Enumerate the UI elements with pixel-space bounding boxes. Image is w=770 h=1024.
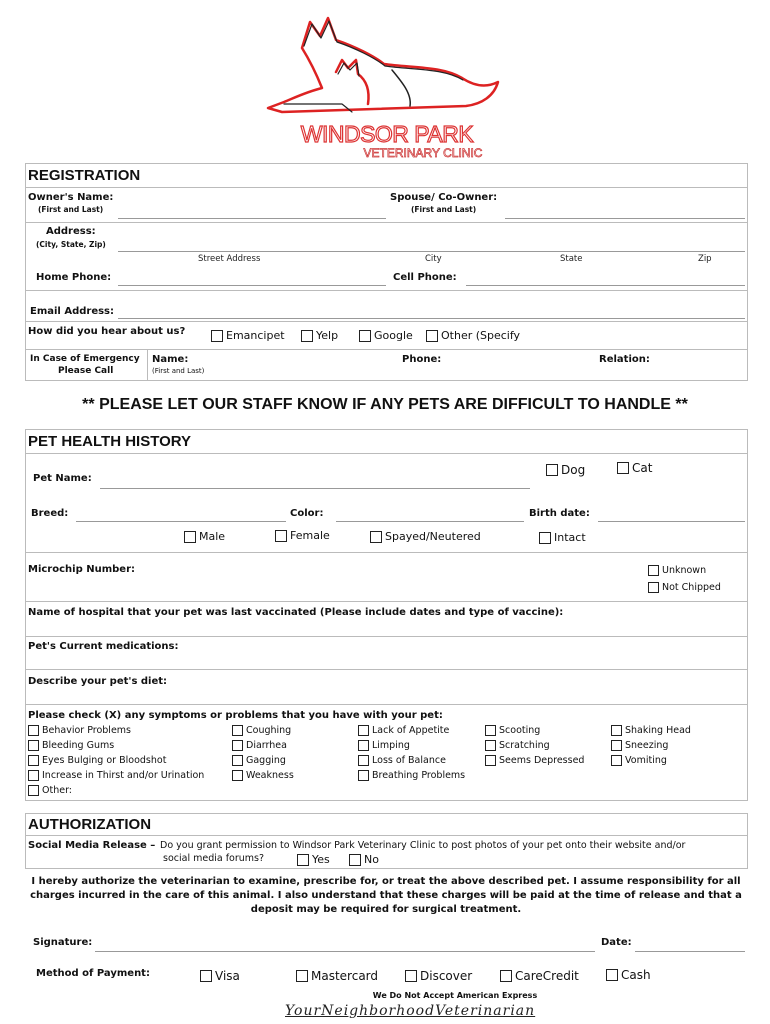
pet-name-field[interactable] <box>100 488 530 489</box>
checkbox[interactable] <box>611 740 622 751</box>
hear-option-other[interactable]: Other (Specify <box>426 329 520 342</box>
payment-mastercard[interactable]: Mastercard <box>296 969 378 983</box>
spouse-field[interactable] <box>505 218 745 219</box>
checkbox[interactable] <box>232 725 243 736</box>
cell-phone-field[interactable] <box>466 285 745 286</box>
microchip-label: Microchip Number: <box>28 564 136 575</box>
authorization-title: AUTHORIZATION <box>28 816 152 833</box>
birth-date-label: Birth date: <box>529 508 590 519</box>
checkbox[interactable] <box>301 330 313 342</box>
cell-phone-label: Cell Phone: <box>393 272 457 283</box>
symptom-item[interactable]: Lack of Appetite <box>358 723 465 738</box>
checkbox[interactable] <box>211 330 223 342</box>
spouse-label: Spouse/ Co-Owner: <box>390 192 498 203</box>
clinic-subtitle: VETERINARY CLINIC <box>363 146 483 160</box>
address-field[interactable] <box>118 251 745 252</box>
checkbox[interactable] <box>370 531 382 543</box>
symptom-item[interactable]: Sneezing <box>611 738 691 753</box>
address-label: Address: <box>46 226 96 237</box>
emergency-label-2: Please Call <box>58 366 114 376</box>
microchip-not-chipped[interactable]: Not Chipped <box>648 582 721 593</box>
dog-cat-logo-icon <box>262 8 512 126</box>
symptoms-col-1 <box>28 723 204 798</box>
checkbox[interactable] <box>485 725 496 736</box>
checkbox[interactable] <box>28 755 39 766</box>
intact[interactable]: Intact <box>539 531 586 544</box>
payment-cash[interactable]: Cash <box>606 968 651 982</box>
street-address-label: Street Address <box>198 254 261 264</box>
checkbox[interactable] <box>232 755 243 766</box>
checkbox[interactable] <box>184 531 196 543</box>
emergency-phone-label: Phone: <box>402 354 442 365</box>
owner-name-label: Owner's Name: <box>28 192 114 203</box>
zip-label: Zip <box>698 254 712 264</box>
checkbox[interactable] <box>539 532 551 544</box>
authorization-statement: I hereby authorize the veterinarian to examine, prescribe for, or treat the above described pet. I assume responsibility for all charges incurred in the care of this animal. I also understand that these charges will be paid at the time of release and that a deposit may be required for surgical treatment. <box>30 876 742 915</box>
symptom-item[interactable]: Bleeding Gums <box>28 738 204 753</box>
checkbox[interactable] <box>611 755 622 766</box>
hear-option-google[interactable]: Google <box>359 329 413 342</box>
symptoms-col-5 <box>611 723 691 768</box>
hear-about-label: How did you hear about us? <box>28 326 186 337</box>
symptom-item[interactable]: Weakness <box>232 768 294 783</box>
checkbox[interactable] <box>275 530 287 542</box>
symptom-item[interactable]: Other: <box>28 783 204 798</box>
checkbox[interactable] <box>297 854 309 866</box>
symptom-item[interactable]: Coughing <box>232 723 294 738</box>
emergency-name-label: Name: <box>152 354 189 365</box>
checkbox[interactable] <box>405 970 417 982</box>
checkbox[interactable] <box>500 970 512 982</box>
checkbox[interactable] <box>359 330 371 342</box>
difficult-pets-warning: ** PLEASE LET OUR STAFF KNOW IF ANY PETS ARE DIFFICULT TO HANDLE ** <box>82 396 688 413</box>
breed-field[interactable] <box>76 521 286 522</box>
checkbox[interactable] <box>485 755 496 766</box>
species-dog[interactable]: Dog <box>546 463 585 477</box>
checkbox[interactable] <box>358 755 369 766</box>
home-phone-field[interactable] <box>118 285 386 286</box>
symptom-item[interactable]: Seems Depressed <box>485 753 584 768</box>
owner-name-field[interactable] <box>118 218 386 219</box>
hospital-label: Name of hospital that your pet was last vaccinated (Please include dates and type of vaccine): <box>28 607 564 618</box>
birth-date-field[interactable] <box>598 521 745 522</box>
symptoms-col-4 <box>485 723 584 768</box>
payment-label: Method of Payment: <box>36 968 150 979</box>
clinic-name: WINDSOR PARK <box>300 121 474 147</box>
state-label: State <box>560 254 583 264</box>
symptom-item[interactable]: Gagging <box>232 753 294 768</box>
payment-visa[interactable]: Visa <box>200 969 240 983</box>
sex-female[interactable]: Female <box>275 529 330 542</box>
emergency-name-sub: (First and Last) <box>152 367 205 375</box>
payment-discover[interactable]: Discover <box>405 969 472 983</box>
pet-name-label: Pet Name: <box>33 473 92 484</box>
symptoms-title: Please check (X) any symptoms or problems that you have with your pet: <box>28 710 443 721</box>
spayed-neutered[interactable]: Spayed/Neutered <box>370 530 481 543</box>
checkbox[interactable] <box>200 970 212 982</box>
checkbox[interactable] <box>358 740 369 751</box>
checkbox[interactable] <box>28 770 39 781</box>
color-label: Color: <box>290 508 324 519</box>
checkbox[interactable] <box>648 582 659 593</box>
checkbox[interactable] <box>648 565 659 576</box>
sex-male[interactable]: Male <box>184 530 225 543</box>
symptom-item[interactable]: Limping <box>358 738 465 753</box>
no-amex-note: We Do Not Accept American Express <box>372 991 538 1000</box>
footer-tagline: YourNeighborhoodVeterinarian <box>285 1003 536 1019</box>
breed-label: Breed: <box>31 508 69 519</box>
checkbox[interactable] <box>358 770 369 781</box>
city-label: City <box>425 254 442 264</box>
signature-label: Signature: <box>33 937 93 948</box>
checkbox[interactable] <box>28 725 39 736</box>
checkbox[interactable] <box>349 854 361 866</box>
symptom-item[interactable]: Diarrhea <box>232 738 294 753</box>
social-media-yes[interactable]: Yes <box>297 853 330 866</box>
checkbox[interactable] <box>232 770 243 781</box>
date-label: Date: <box>601 937 632 948</box>
checkbox[interactable] <box>358 725 369 736</box>
spouse-sub: (First and Last) <box>411 205 477 214</box>
microchip-unknown[interactable]: Unknown <box>648 565 706 576</box>
emergency-relation-label: Relation: <box>599 354 650 365</box>
diet-label: Describe your pet's diet: <box>28 676 168 687</box>
symptom-item[interactable]: Scooting <box>485 723 584 738</box>
symptom-item[interactable]: Loss of Balance <box>358 753 465 768</box>
checkbox[interactable] <box>546 464 558 476</box>
symptom-item[interactable]: Eyes Bulging or Bloodshot <box>28 753 204 768</box>
pet-health-title: PET HEALTH HISTORY <box>28 433 192 450</box>
home-phone-label: Home Phone: <box>36 272 112 283</box>
email-label: Email Address: <box>30 306 115 317</box>
checkbox[interactable] <box>426 330 438 342</box>
date-field[interactable] <box>635 951 745 952</box>
checkbox[interactable] <box>28 740 39 751</box>
email-field[interactable] <box>118 318 745 319</box>
checkbox[interactable] <box>28 785 39 796</box>
color-field[interactable] <box>336 521 524 522</box>
hear-option-yelp[interactable]: Yelp <box>301 329 338 342</box>
checkbox[interactable] <box>485 740 496 751</box>
symptom-item[interactable]: Vomiting <box>611 753 691 768</box>
address-sub: (City, State, Zip) <box>36 240 106 249</box>
social-media-no[interactable]: No <box>349 853 379 866</box>
medications-label: Pet's Current medications: <box>28 641 179 652</box>
checkbox[interactable] <box>611 725 622 736</box>
checkbox[interactable] <box>617 462 629 474</box>
signature-field[interactable] <box>95 951 595 952</box>
symptom-item[interactable]: Scratching <box>485 738 584 753</box>
checkbox[interactable] <box>232 740 243 751</box>
emergency-label-1: In Case of Emergency <box>30 354 140 364</box>
social-media-label: Social Media Release – <box>28 840 156 851</box>
hear-option-emancipet[interactable]: Emancipet <box>211 329 285 342</box>
registration-title: REGISTRATION <box>28 167 141 184</box>
checkbox[interactable] <box>606 969 618 981</box>
symptoms-col-2 <box>232 723 294 783</box>
symptom-item[interactable]: Increase in Thirst and/or Urination <box>28 768 204 783</box>
clinic-logo <box>262 8 512 163</box>
species-cat[interactable]: Cat <box>617 461 652 475</box>
symptom-item[interactable]: Shaking Head <box>611 723 691 738</box>
owner-name-sub: (First and Last) <box>38 205 104 214</box>
payment-carecredit[interactable]: CareCredit <box>500 969 579 983</box>
checkbox[interactable] <box>296 970 308 982</box>
symptom-item[interactable]: Breathing Problems <box>358 768 465 783</box>
social-media-text-1: Do you grant permission to Windsor Park Veterinary Clinic to post photos of your pet onto their website and/or <box>160 840 686 851</box>
symptom-item[interactable]: Behavior Problems <box>28 723 204 738</box>
symptoms-col-3 <box>358 723 465 783</box>
social-media-text-2: social media forums? <box>163 853 265 864</box>
